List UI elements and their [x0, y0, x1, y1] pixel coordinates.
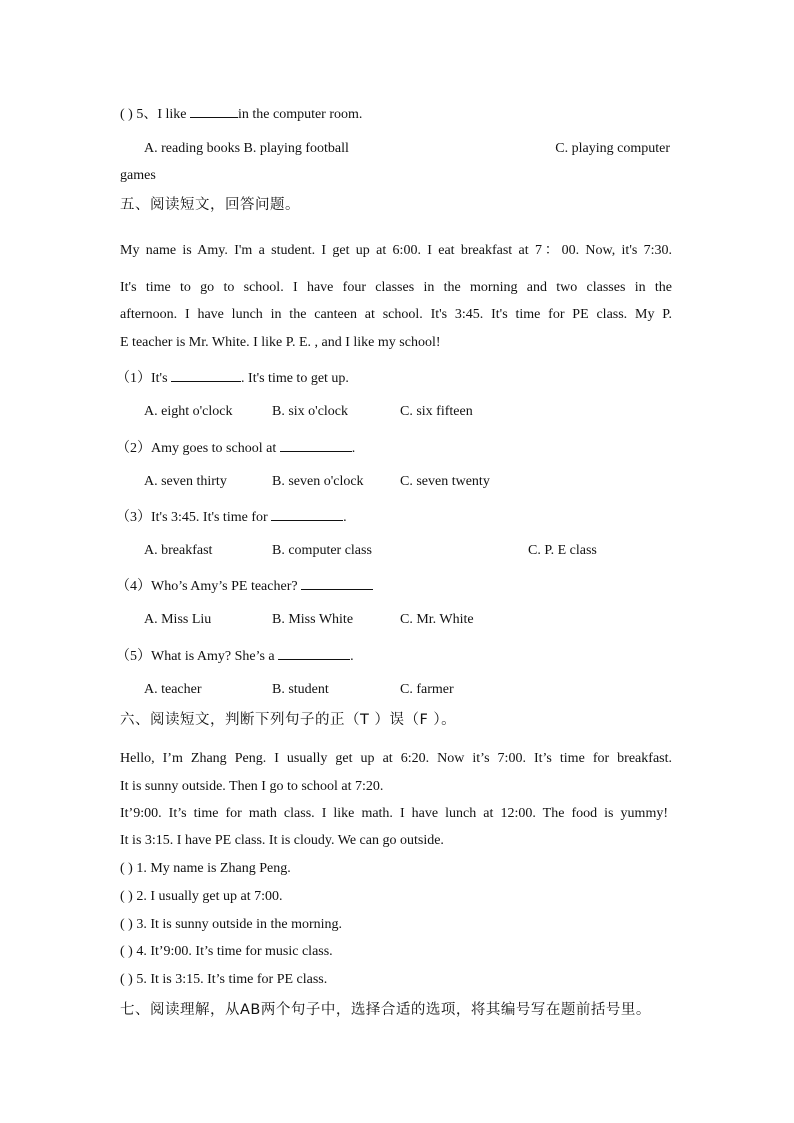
answer-blank[interactable] — [171, 367, 241, 382]
answer-bracket[interactable]: ( ) 5、 — [120, 107, 158, 122]
answer-blank[interactable] — [190, 103, 238, 118]
question-number: （1） — [116, 371, 151, 386]
judgement-item — [120, 860, 291, 878]
judgement-text: 3. It is sunny outside in the morning. — [136, 917, 343, 932]
option-b[interactable]: B. seven o'clock — [272, 474, 364, 489]
question-number: （2） — [116, 441, 151, 456]
option-b[interactable]: B. six o'clock — [272, 404, 349, 419]
answer-blank[interactable] — [301, 575, 373, 590]
question-number: （3） — [116, 510, 151, 525]
passage-line: It is 3:15. I have PE class. It is cloudy. We can go outside. — [120, 833, 444, 848]
option-a[interactable]: A. seven thirty — [144, 474, 227, 489]
q5-option-c-wrap: games — [120, 168, 156, 183]
option-c[interactable]: C. P. E class — [528, 543, 597, 558]
q5-option-c: C. playing computer — [555, 141, 670, 156]
judgement-text: 1. My name is Zhang Peng. — [136, 861, 291, 876]
comprehension-question-4: （4）Who’s Amy’s PE teacher? — [116, 575, 373, 596]
answer-bracket[interactable]: ( ) — [120, 944, 133, 959]
answer-blank[interactable] — [280, 437, 352, 452]
option-a[interactable]: A. breakfast — [144, 543, 213, 558]
answer-bracket[interactable]: ( ) — [120, 861, 133, 876]
question-stem-end: in the computer room. — [237, 107, 363, 122]
section-6-heading: 六、阅读短文，判断下列句子的正（T ）误（F ）。 — [120, 712, 457, 728]
judgement-text: 5. It is 3:15. It’s time for PE class. — [136, 972, 328, 987]
answer-blank[interactable] — [278, 645, 350, 660]
option-b[interactable]: B. Miss White — [272, 612, 354, 627]
option-c[interactable]: C. six fifteen — [400, 404, 473, 419]
comprehension-question-1: （1）It's . It's time to get up. — [116, 367, 349, 388]
question-number: （4） — [116, 579, 151, 594]
judgement-item — [120, 971, 327, 989]
section-7-heading: 七、阅读理解，从AB两个句子中，选择合适的选项，将其编号写在题前括号里。 — [120, 1002, 651, 1018]
question-number: （5） — [116, 649, 151, 664]
passage-line: afternoon. I have lunch in the canteen at school. It's 3:45. It's time for PE class. My P. — [120, 307, 672, 322]
comprehension-question-5: （5）What is Amy? She’s a . — [116, 645, 354, 666]
option-c[interactable]: C. farmer — [400, 682, 454, 697]
passage-line: It is sunny outside. Then I go to school at 7:20. — [120, 779, 384, 794]
passage-line: It's time to go to school. I have four classes in the morning and two classes in the — [120, 280, 672, 295]
comprehension-question-3: （3）It's 3:45. It's time for . — [116, 506, 347, 527]
passage-line: My name is Amy. I'm a student. I get up at 6:00. I eat breakfast at 7：00. Now, it's 7:30. — [120, 243, 672, 258]
judgement-item — [120, 916, 342, 934]
judgement-item — [120, 943, 333, 961]
option-b[interactable]: B. computer class — [272, 543, 372, 558]
comprehension-question-2: （2）Amy goes to school at . — [116, 437, 355, 458]
option-a[interactable]: A. Miss Liu — [144, 612, 212, 627]
answer-bracket[interactable]: ( ) — [120, 972, 133, 987]
option-a[interactable]: A. eight o'clock — [144, 404, 233, 419]
judgement-item — [120, 888, 283, 906]
answer-bracket[interactable]: ( ) — [120, 917, 133, 932]
question-5 — [120, 103, 362, 124]
judgement-text: 4. It’9:00. It’s time for music class. — [136, 944, 333, 959]
q5-options-ab: A. reading books B. playing football — [144, 141, 349, 156]
passage-line: It’9:00. It’s time for math class. I like math. I have lunch at 12:00. The food is yummy! — [120, 806, 668, 821]
question-stem-start: I like — [157, 107, 190, 122]
option-a[interactable]: A. teacher — [144, 682, 202, 697]
option-c[interactable]: C. Mr. White — [400, 612, 474, 627]
answer-bracket[interactable]: ( ) — [120, 889, 133, 904]
option-c[interactable]: C. seven twenty — [400, 474, 490, 489]
passage-line: Hello, I’m Zhang Peng. I usually get up at 6:20. Now it’s 7:00. It’s time for breakfast. — [120, 751, 672, 766]
option-b[interactable]: B. student — [272, 682, 329, 697]
passage-line: E teacher is Mr. White. I like P. E. , and I like my school! — [120, 335, 441, 350]
answer-blank[interactable] — [271, 506, 343, 521]
section-5-heading: 五、阅读短文，回答问题。 — [120, 197, 300, 213]
judgement-text: 2. I usually get up at 7:00. — [136, 889, 283, 904]
